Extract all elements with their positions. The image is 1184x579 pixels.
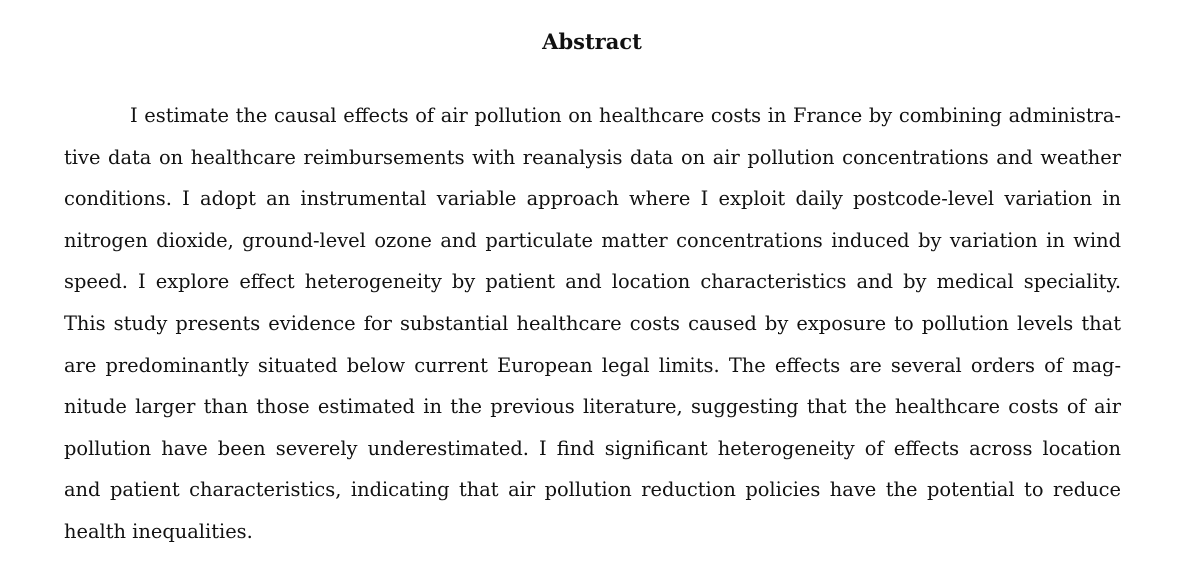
abstract-line: conditions. I adopt an instrumental variable approach where I exploit daily postcode-level variation in bbox=[64, 187, 1121, 211]
abstract-paragraph bbox=[64, 95, 1121, 553]
abstract-line: and patient characteristics, indicating that air pollution reduction policies have the potential to reduce bbox=[64, 478, 1121, 502]
abstract-line: speed. I explore effect heterogeneity by patient and location characteristics and by medical speciality. bbox=[64, 270, 1121, 294]
abstract-line: health inequalities. bbox=[64, 519, 253, 543]
abstract-line: This study presents evidence for substantial healthcare costs caused by exposure to pollution levels that bbox=[64, 311, 1121, 335]
abstract-heading: Abstract bbox=[542, 29, 642, 54]
abstract-line: are predominantly situated below current European legal limits. The effects are several orders of mag- bbox=[64, 353, 1121, 377]
abstract-line: tive data on healthcare reimbursements with reanalysis data on air pollution concentrations and weather bbox=[64, 145, 1121, 169]
abstract-line: pollution have been severely underestimated. I find significant heterogeneity of effects across location bbox=[64, 436, 1121, 460]
abstract-line: nitude larger than those estimated in the previous literature, suggesting that the healthcare costs of air bbox=[64, 395, 1121, 419]
abstract-line: nitrogen dioxide, ground-level ozone and particulate matter concentrations induced by variation in wind bbox=[64, 228, 1121, 252]
abstract-line: I estimate the causal effects of air pollution on healthcare costs in France by combining administra- bbox=[130, 104, 1121, 127]
